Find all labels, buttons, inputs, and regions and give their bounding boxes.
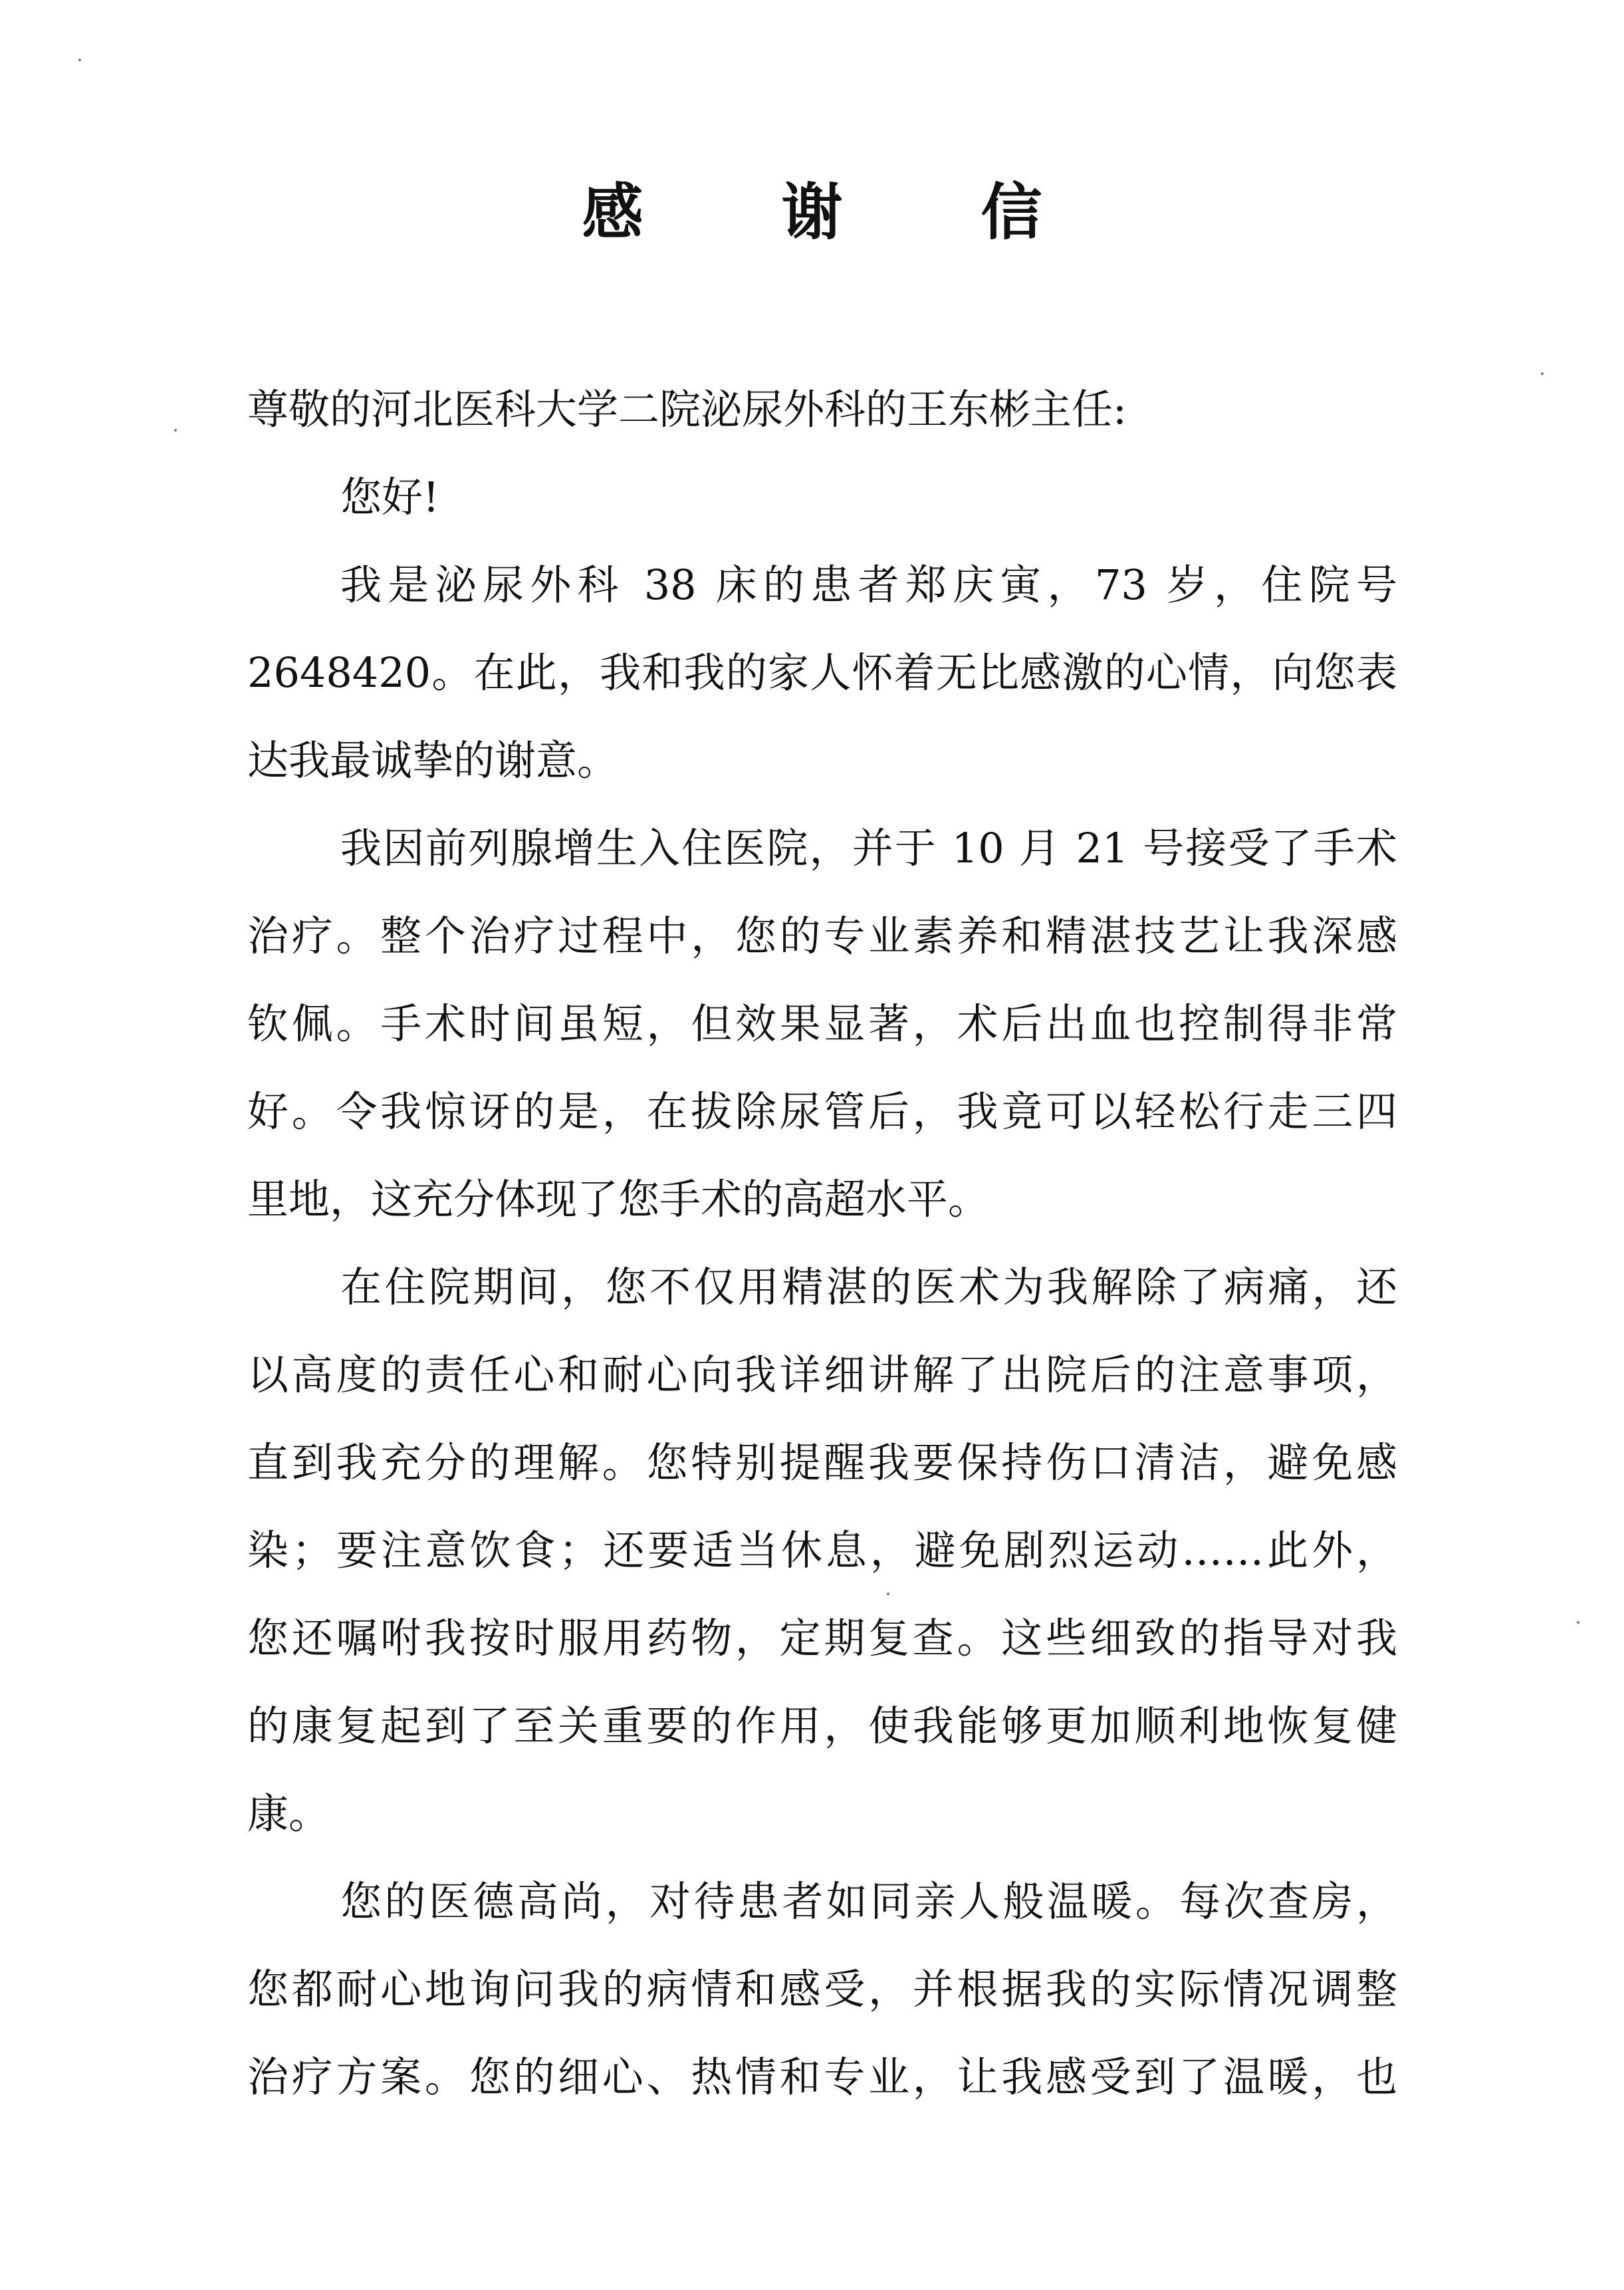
letter-line: 您还嘱咐我按时服用药物，定期复查。这些细致的指导对我 [247,1614,1397,1662]
scan-speck [78,59,81,61]
letter-line: 在住院期间，您不仅用精湛的医术为我解除了病痛，还 [340,1263,1397,1311]
letter-line: 2648420。在此，我和我的家人怀着无比感激的心情，向您表 [247,648,1397,697]
letter-line: 里地，这充分体现了您手术的高超水平。 [247,1175,990,1223]
letter-line: 直到我充分的理解。您特别提醒我要保持伤口清洁，避免感 [247,1438,1397,1487]
letter-line: 我因前列腺增生入住医院，并于 10 月 21 号接受了手术 [340,824,1397,872]
letter-body [247,366,1397,2121]
letter-line: 好。令我惊讶的是，在拔除尿管后，我竟可以轻松行走三四 [247,1087,1397,1136]
letter-line: 您都耐心地询问我的病情和感受，并根据我的实际情况调整 [247,1965,1397,2013]
letter-line: 您的医德高尚，对待患者如同亲人般温暖。每次查房， [340,1877,1397,1926]
letter-line: 的康复起到了至关重要的作用，使我能够更加顺利地恢复健 [247,1702,1397,1750]
letter-line: 钦佩。手术时间虽短，但效果显著，术后出血也控制得非常 [247,999,1397,1048]
scan-speck [887,1592,889,1595]
scan-speck [174,429,177,432]
letter-line: 康。 [247,1789,330,1838]
greeting: 您好! [340,473,439,521]
letter-line: 以高度的责任心和耐心向我详细讲解了出院后的注意事项， [247,1350,1397,1399]
letter-line: 我是泌尿外科 38 床的患者郑庆寅，73 岁，住院号 [340,561,1397,609]
letter-line: 染；要注意饮食；还要适当休息，避免剧烈运动……此外， [247,1526,1397,1575]
letter-line: 治疗方案。您的细心、热情和专业，让我感受到了温暖，也 [247,2053,1397,2101]
letter-title: 感 谢 信 [582,177,1101,248]
letter-paragraphs [247,541,1397,2121]
letter-line: 治疗。整个治疗过程中，您的专业素养和精湛技艺让我深感 [247,912,1397,960]
salutation: 尊敬的河北医科大学二院泌尿外科的王东彬主任: [247,385,1127,434]
letter-line: 达我最诚挚的谢意。 [247,736,619,785]
scan-speck [1577,1621,1579,1624]
scan-speck [1541,372,1544,375]
